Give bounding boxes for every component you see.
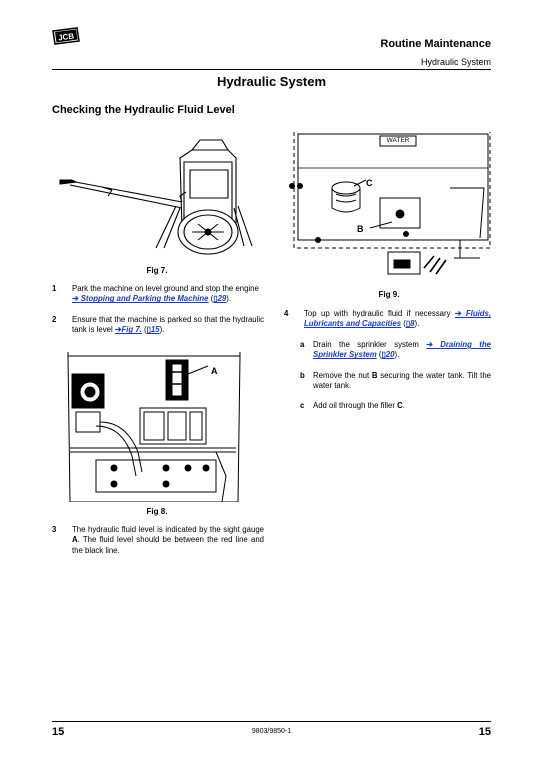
substep-c-text-1: Add oil through the filler: [313, 401, 398, 410]
fig9-label-c: C: [366, 178, 373, 188]
page-icon: ▯: [146, 325, 151, 335]
page-ref-20[interactable]: [381, 350, 394, 359]
substep-b-label: b: [300, 371, 305, 380]
substep-c-text-2: .: [402, 401, 405, 410]
substep-c-filler-ref: C: [397, 401, 403, 410]
fig9-caption: Fig 9.: [378, 290, 400, 299]
link-stopping-parking-text: Stopping and Parking the Machine: [80, 294, 209, 304]
jcb-logo: [52, 27, 80, 45]
link-stopping-parking[interactable]: [72, 294, 209, 303]
substep-b-nut-ref: B: [371, 371, 378, 380]
step-2-text: Ensure that the machine is parked so that the hydraulic tank is level: [72, 315, 264, 335]
header-subtitle: Hydraulic System: [420, 57, 491, 67]
step-3-text-1: The hydraulic fluid level is indicated by the sight gauge: [72, 525, 264, 534]
logo-text: JCB: [57, 31, 75, 43]
ref-close: ).: [414, 319, 420, 329]
document-number: 9803/9850-1: [251, 728, 292, 735]
fig8-caption: Fig 8.: [146, 507, 168, 516]
step-1: [52, 284, 264, 306]
link-fluids-lubricants-text: Fluids, Lubricants and Capacities: [304, 309, 492, 329]
page-icon: ▯: [213, 294, 218, 304]
ref-close: ).: [226, 294, 232, 304]
page-icon: ▯: [381, 350, 386, 360]
step-3-text-2: . The fluid level should be between the red line and the black line.: [72, 535, 264, 555]
footer-rule: [52, 721, 491, 722]
page-ref-8-number: 8: [410, 319, 415, 329]
subsection-title: Checking the Hydraulic Fluid Level: [52, 104, 235, 116]
step-3-number: 3: [52, 525, 57, 534]
step-4: [284, 309, 491, 331]
step-3-gauge-ref: A: [72, 535, 78, 545]
step-1-text: Park the machine on level ground and stop the engine: [72, 284, 259, 293]
link-arrow-icon: ➔: [114, 325, 122, 335]
fig9-illustration: [284, 128, 498, 284]
substep-b-text-1: Remove the nut: [313, 371, 372, 380]
section-title: Hydraulic System: [216, 74, 327, 89]
link-arrow-icon: ➔: [426, 340, 433, 349]
step-4-text: Top up with hydraulic fluid if necessary: [304, 309, 451, 318]
page-icon: ▯: [405, 319, 411, 329]
substep-b: [300, 371, 491, 393]
page-number-left: 15: [52, 726, 65, 738]
step-2: [52, 315, 264, 337]
fig9-label-b: B: [357, 224, 364, 234]
fig7-illustration: [52, 128, 272, 262]
page-ref-15-number: 15: [150, 325, 160, 335]
fig9-water-label: WATER: [386, 137, 410, 144]
link-draining-sprinkler-text: Draining the Sprinkler System: [313, 340, 491, 360]
link-fig7-text: Fig 7.: [121, 325, 142, 335]
link-fig7[interactable]: [115, 325, 142, 334]
substep-a-text: Drain the sprinkler system: [313, 340, 419, 349]
substep-a-label: a: [300, 340, 305, 349]
page-ref-20-number: 20: [385, 350, 395, 360]
ref-close: ).: [394, 350, 400, 360]
substep-c: [300, 401, 491, 413]
header-rule: [52, 69, 491, 70]
step-4-number: 4: [284, 309, 289, 318]
link-arrow-icon: ➔: [72, 294, 79, 304]
page-ref-15[interactable]: [147, 325, 160, 334]
substep-c-label: c: [300, 401, 305, 410]
ref-close: ).: [159, 325, 165, 335]
ref-open: (: [376, 350, 382, 360]
fig7-caption: Fig 7.: [146, 266, 168, 275]
step-1-number: 1: [52, 284, 57, 293]
fig8-illustration: [66, 352, 246, 502]
page-number-right: 15: [478, 726, 491, 738]
ref-open: (: [141, 325, 147, 335]
step-3: [52, 525, 264, 557]
page-ref-29-number: 29: [217, 294, 227, 304]
page-ref-29[interactable]: [213, 294, 226, 303]
header-title: Routine Maintenance: [380, 38, 491, 50]
ref-open: (: [208, 294, 214, 304]
substep-a: [300, 340, 491, 362]
substep-b-text-2: securing the water tank. Tilt the water tank.: [313, 371, 491, 391]
fig8-label-a: A: [211, 366, 218, 376]
ref-open: (: [401, 319, 406, 329]
link-arrow-icon: ➔: [454, 309, 462, 318]
step-2-number: 2: [52, 315, 57, 324]
